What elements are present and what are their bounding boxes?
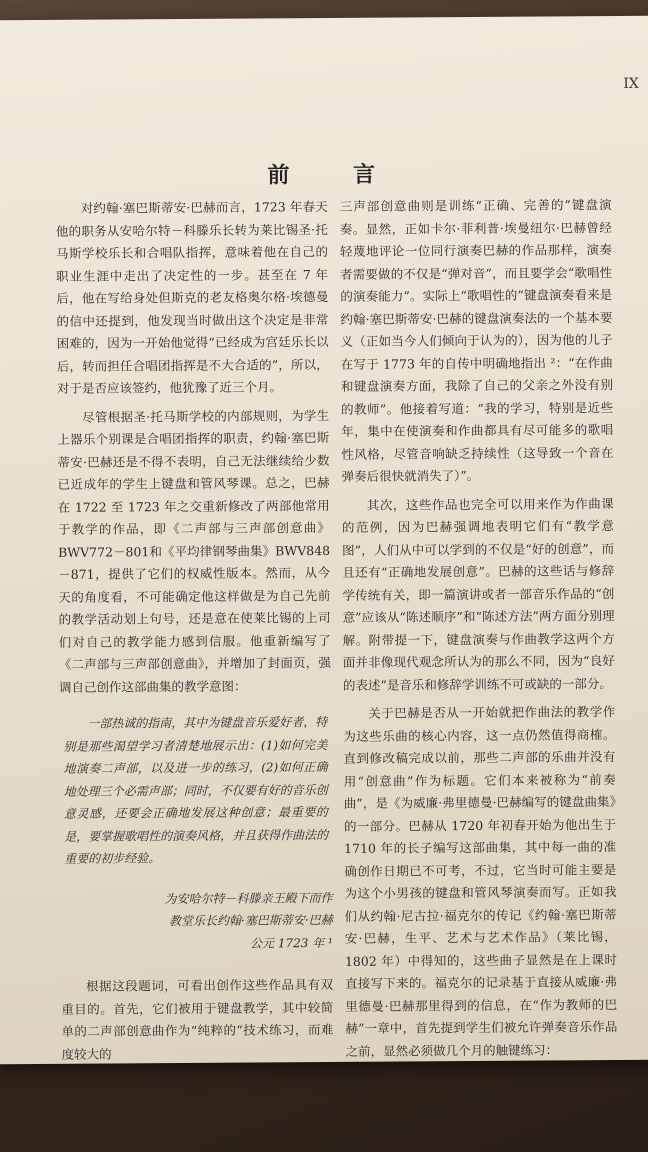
paragraph: 其次，这些作品也完全可以用来作为作曲课的范例，因为巴赫强调地表明它们有“教学意图”，人们从中可以学到的不仅是“好的创意”，而且还有“正确地发展创意”。巴赫的这些话与修辞学传统有关，即一篇演讲或者一部音乐作品的“创意”应该从“陈述顺序”和“陈述方法”两方面分别理解。附带提一下，键盘演奏与作曲教学这两个方面并非像现代观念所认为的那么不同，因为“良好的表述”是音乐和修辞学训练不可或缺的一部分。: [341, 495, 615, 693]
book-page: [0, 16, 648, 1065]
signature-date: 公元 1723 年 ¹: [249, 935, 333, 951]
quote-text: 一部热诚的指南，其中为键盘音乐爱好者，特别是那些渴望学习者清楚地展示出：(1)如何完美地演奏二声部，以及进一步的练习，(2)如何正确地处理三个必需声部；同时，不仅要有好的音乐创意灵感，还要会正确地发展这种创意；最重要的是，要掌握歌唱性的演奏风格，并且获得作曲法的重要的初步经验。: [63, 714, 329, 866]
block-quote: [59, 711, 332, 870]
page-title: 前 言: [267, 161, 404, 189]
paragraph-continued: 三声部创意曲则是训练“正确、完善的”键盘演奏。显然，正如卡尔·菲利普·埃曼纽尔·巴赫曾经轻蔑地评论一位同行演奏巴赫的作品那样，演奏者需要做的不仅是“弹对音”，而且要学会“歌唱性的演奏能力”。实际上“歌唱性的”键盘演奏看来是约翰·塞巴斯蒂安·巴赫的键盘演奏法的一个基本要义（正如当今人们倾向于认为的），因为他的儿子在写于 1773 年的自传中明确地指出 ²：“在作曲和键盘演奏方面，我除了自己的父亲之外没有别的教师”。他接着写道：“我的学习，特别是近些年，集中在使演奏和作曲都具有尽可能多的歌唱性风格，尽管音响缺乏持续性（这导致一个音在弹奏后很快就消失了）”。: [339, 196, 614, 484]
paragraph: 尽管根据圣·托马斯学校的内部规则，为学生上器乐个别课是合唱团指挥的职责，约翰·塞巴斯蒂安·巴赫还是不得不表明，自己无法继续给少数已近成年的学生上键盘和管风琴课。总之，巴赫在 1722 至 1723 年之交重新修改了两部他常用于教学的作品，即《二声部与三声部创意曲》BWV772－801和《平均律钢琴曲集》BWV848－871，提供了它们的权威性版本。然而，从今天的角度看，不可能确定他这样做是为自己先前的教学活动划上句号，还是意在使莱比锡的上司们对自己的教学能力感到信服。他重新编写了《二声部与三声部创意曲》，并增加了封面页，强调自己创作这部曲集的教学意图：: [57, 407, 331, 695]
page-number: IX: [623, 75, 639, 92]
signature-line: 教堂乐长约翰·塞巴斯蒂安·巴赫: [168, 912, 333, 929]
signature-line: 为安哈尔特－科滕亲王殿下而作: [164, 890, 333, 906]
left-column: [56, 196, 334, 1072]
paragraph: 根据这段题词，可看出创作这些作品具有双重目的。首先，它们被用于键盘教学，其中较简单的二声部创意曲作为“纯粹的”技术练习，而难度较大的: [61, 976, 334, 1062]
paragraph: 关于巴赫是否从一开始就把作曲法的教学作为这些乐曲的核心内容，这一点仍然值得商榷。直到修改稿完成以前，那些二声部的乐曲并没有用“创意曲”作为标题。它们本来被称为“前奏曲”，是《为威廉·弗里德曼·巴赫编写的键盘曲集》的一部分。巴赫从 1720 年初春开始为他出生于 1710 年的长子编写这部曲集，其中每一曲的准确创作日期已不可考，不过，它当时可能主要是为这个小男孩的键盘和管风琴演奏而写。正如我们从约翰·尼古拉·福克尔的传记《约翰·塞巴斯蒂安·巴赫，生平、艺术与艺术作品》（莱比锡，1802 年）中得知的，这些曲子显然是在上课时直接写下来的。福克尔的记录基于直接从威廉·弗里德曼·巴赫那里得到的信息，在“作为教师的巴赫”一章中，首先提到学生们被允许弹奏音乐作品之前，显然必须做几个月的触键练习：: [343, 703, 618, 1059]
paragraph: 对约翰·塞巴斯蒂安·巴赫而言，1723 年春天他的职务从安哈尔特－科滕乐长转为莱比锡圣·托马斯学校乐长和合唱队指挥，意味着他在自己的职业生涯中走出了决定性的一步。甚至在 7 年后，他在写给身处但斯克的老友格奥尔格·埃德曼的信中还提到，他发现当时做出这个决定是非常困难的，因为一开始他觉得“已经成为宫廷乐长以后，转而担任合唱团指挥是不大合适的”，所以，对于是否应该签约，他犹豫了近三个月。: [55, 198, 329, 396]
signature-block: [60, 886, 332, 955]
right-column: [340, 194, 618, 1069]
